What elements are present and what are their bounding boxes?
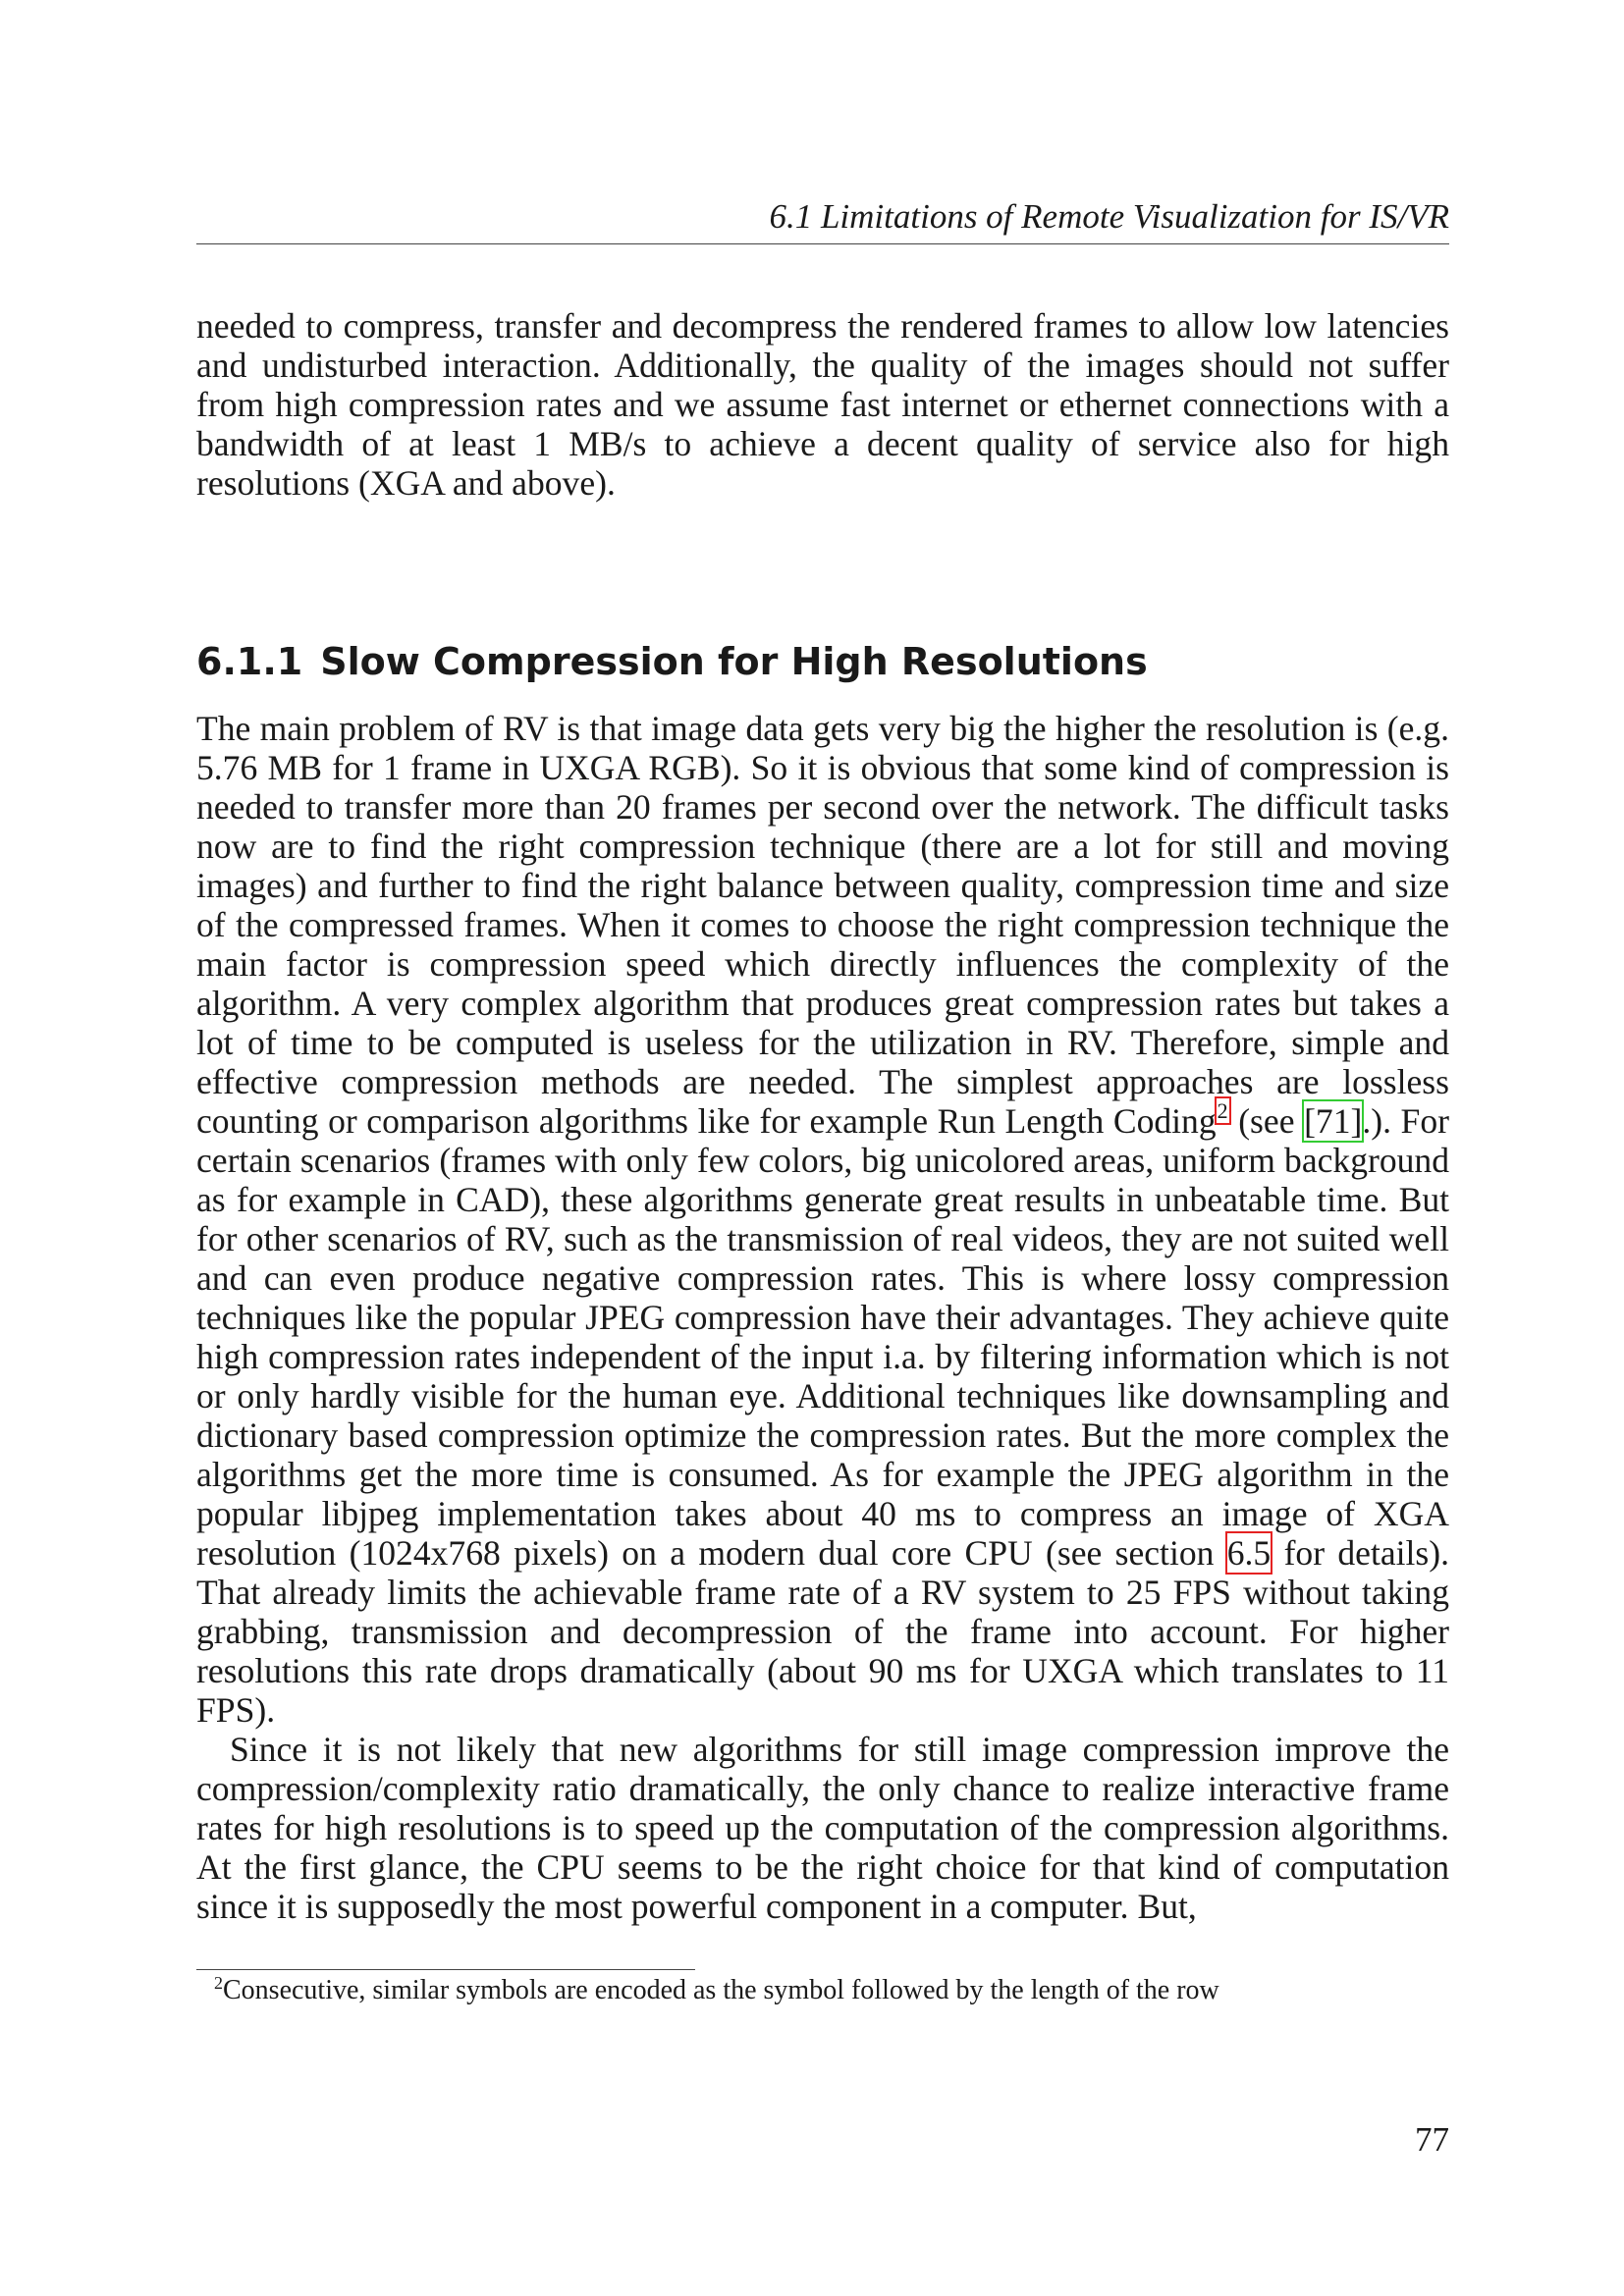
header-rule <box>196 243 1449 244</box>
section-number: 6.1.1 <box>196 640 303 683</box>
section-reference-link[interactable]: 6.5 <box>1226 1533 1272 1573</box>
citation-link[interactable]: [71] <box>1304 1101 1363 1141</box>
intro-paragraph: needed to compress, transfer and decompress the rendered frames to allow low latencies and undisturbed interaction. Additionally, the quality of the images should not suffer from high compression rates and we assume fast internet or ethernet connections with a bandwidth of at least 1 MB/s to achieve a decent quality of service also for high resolutions (XGA and above). <box>196 306 1449 503</box>
section-title: Slow Compression for High Resolutions <box>320 640 1148 683</box>
page-number: 77 <box>1415 2120 1449 2159</box>
intro-block <box>196 306 1449 503</box>
footnote-text: Consecutive, similar symbols are encoded as the symbol followed by the length of the row <box>223 1975 1219 2005</box>
body-text: (see <box>1228 1101 1305 1141</box>
footnote-rule <box>196 1969 695 1970</box>
footnote-link[interactable]: 2 <box>1217 1098 1228 1123</box>
body-text: The main problem of RV is that image data gets very big the higher the resolution is (e.g. 5.76 MB for 1 frame in UXGA RGB). So it is obvious that some kind of compression is needed to transfer more than 20 frames per second over the network. The difficult tasks now are to find the right compression technique (there are a lot for still and moving images) and further to find the right balance between quality, compression time and size of the compressed frames. When it comes to choose the right compression technique the main factor is compression speed which directly influences the complexity of the algorithm. A very complex algorithm that produces great compression rates but takes a lot of time to be computed is useless for the utilization in RV. Therefore, simple and effective compression methods are needed. The simplest approaches are lossless counting or comparison algorithms like for example Run Length Coding <box>196 709 1449 1141</box>
footnote-mark: 2 <box>214 1973 223 1993</box>
body-paragraph-1 <box>196 709 1449 1730</box>
section-heading <box>196 638 1148 685</box>
body-text: .). For certain scenarios (frames with only few colors, big unicolored areas, uniform background as for example in CAD), these algorithms generate great results in unbeatable time. But for other scenarios of RV, such as the transmission of real videos, they are not suited well and can even produce negative compression rates. This is where lossy compression techniques like the popular JPEG compression have their advantages. They achieve quite high compression rates independent of the input i.a. by filtering information which is not or only hardly visible for the human eye. Additional techniques like downsampling and dictionary based compression optimize the compression rates. But the more complex the algorithms get the more time is consumed. As for example the JPEG algorithm in the popular libjpeg implementation takes about 40 ms to compress an image of XGA resolution (1024x768 pixels) on a modern dual core CPU (see section <box>196 1101 1449 1573</box>
body-paragraph-2: Since it is not likely that new algorithms for still image compression improve the compression/complexity ratio dramatically, the only chance to realize interactive frame rates for high resolutions is to speed up the computation of the compression algorithms. At the first glance, the CPU seems to be the right choice for that kind of computation since it is supposedly the most powerful component in a computer. But, <box>196 1730 1449 1926</box>
body-text: for details). That already limits the achievable frame rate of a RV system to 25 FPS without taking grabbing, transmission and decompression of the frame into account. For higher resolutions this rate drops dramatically (about 90 ms for UXGA which translates to 11 FPS). <box>196 1533 1449 1730</box>
section-body <box>196 709 1449 1926</box>
running-header: 6.1 Limitations of Remote Visualization for IS/VR <box>769 197 1449 236</box>
footnote <box>196 1973 1449 2008</box>
